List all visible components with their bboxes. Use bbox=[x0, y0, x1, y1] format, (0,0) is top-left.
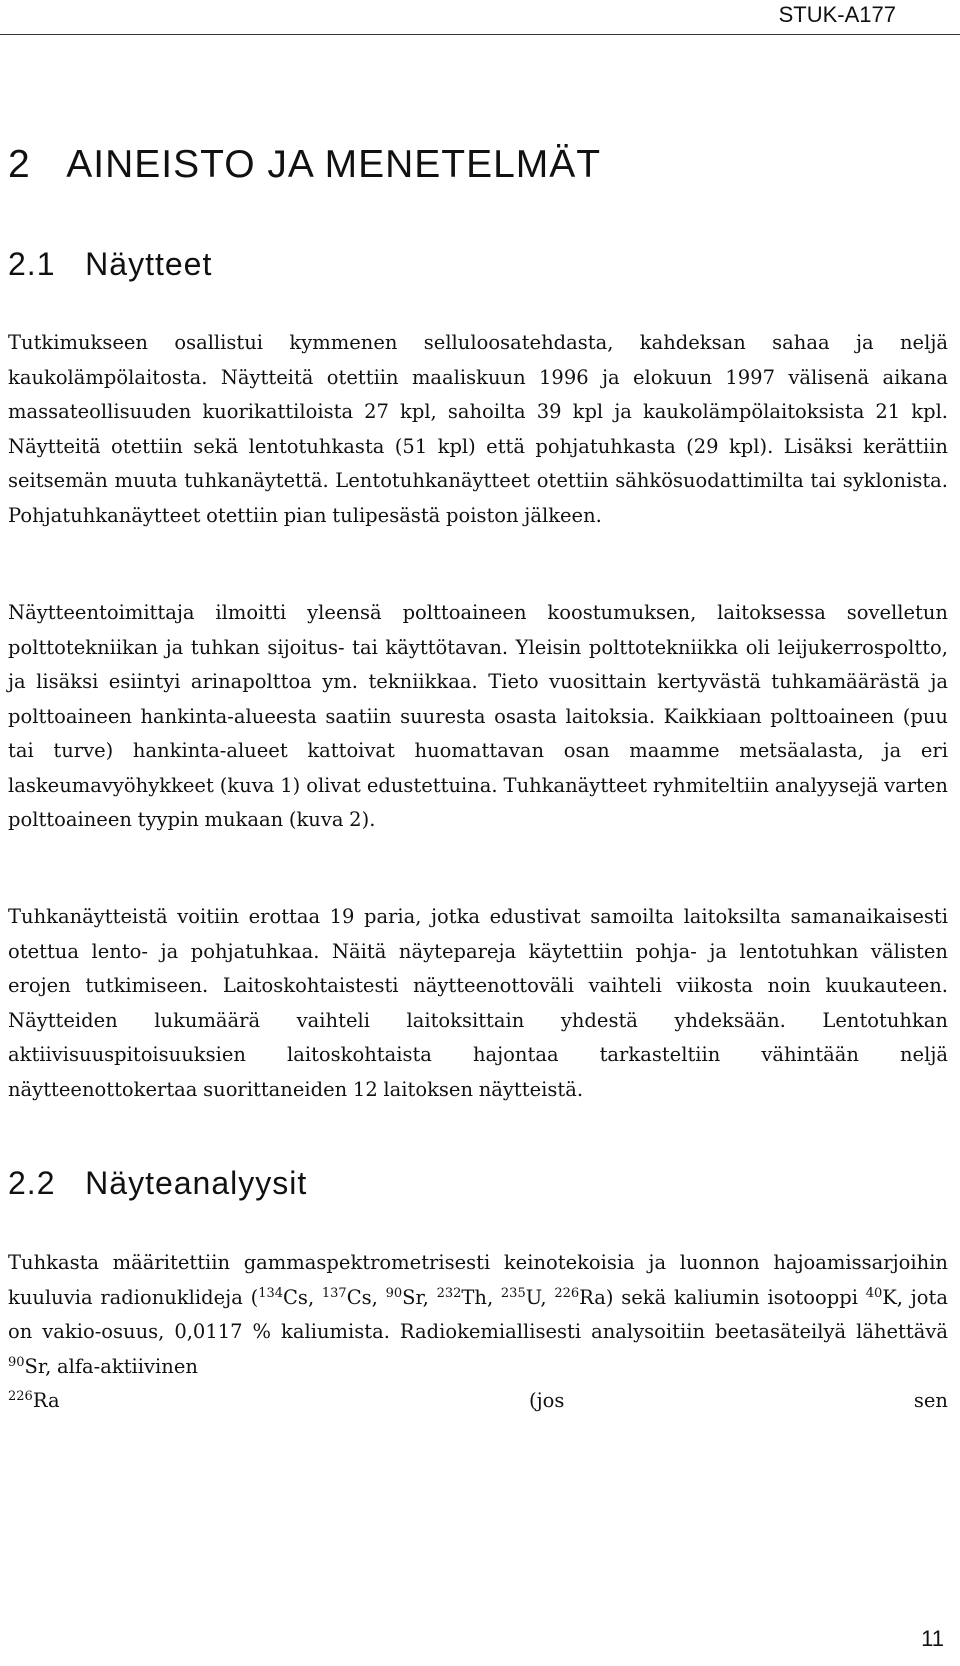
page-number: 11 bbox=[921, 1626, 944, 1651]
text-run: Ra) sekä kaliumin isotooppi bbox=[579, 1285, 866, 1309]
mass-number: 137 bbox=[321, 1285, 347, 1301]
text-run: sen bbox=[913, 1389, 948, 1412]
running-header: STUK-A177 bbox=[778, 2, 896, 27]
paragraph-samples-1: Tutkimukseen osallistui kymmenen selluloosatehdasta, kahdeksan sahaa ja neljä kaukolämpölaitosta. Näytteitä otettiin maaliskuun 1996 ja elokuun 1997 välisenä aikana massateollisuuden kuorikattiloista 27 kpl, sahoilta 39 kpl ja kaukolämpölaitoksista 21 kpl. Näytteitä otettiin sekä lentotuhkasta (51 kpl) että pohjatuhkasta (29 kpl). Lisäksi kerättiin seitsemän muuta tuhkanäytettä. Lentotuhkanäytteet otettiin sähkösuodattimilta tai syklonista. Pohjatuhkanäytteet otettiin pian tulipesästä poiston jälkeen. bbox=[8, 331, 948, 527]
mass-number: 232 bbox=[436, 1285, 462, 1301]
chapter-title: AINEISTO JA MENETELMÄT bbox=[66, 143, 602, 186]
text-run: Sr, bbox=[402, 1285, 437, 1309]
paragraph-samples-2: Näytteentoimittaja ilmoitti yleensä polttoaineen koostumuksen, laitoksessa sovelletun polttotekniikan ja tuhkan sijoitus- tai käyttötavan. Yleisin polttotekniikka oli leijukerrospoltto, ja lisäksi esiintyi arinapolttoa ym. tekniikkaa. Tieto vuosittain kertyvästä tuhkamäärästä ja polttoaineen hankinta-alueesta saatiin suuresta osasta laitoksia. Kaikkiaan polttoaineen (puu tai turve) hankinta-alueet kattoivat huomattavan osan maamme metsäalasta, ja eri laskeumavyöhykkeet (kuva 1) olivat edustettuina. Tuhkanäytteet ryhmiteltiin analyysejä varten polttoaineen tyypin mukaan (kuva 2). bbox=[8, 601, 948, 831]
section-heading-2-1 bbox=[8, 246, 212, 283]
mass-number: 235 bbox=[500, 1285, 526, 1301]
chapter-heading bbox=[8, 143, 601, 187]
section-heading-2-2 bbox=[8, 1165, 307, 1202]
text-run: Cs, bbox=[283, 1285, 322, 1309]
text-run: Sr, alfa-aktiivinen bbox=[24, 1354, 198, 1378]
mass-number: 226 bbox=[8, 1389, 33, 1404]
ra226-label bbox=[8, 1384, 60, 1419]
mass-number: 90 bbox=[8, 1354, 25, 1370]
section-title: Näytteet bbox=[85, 246, 213, 282]
mass-number: 226 bbox=[554, 1285, 580, 1301]
text-run: K, jota on vakio-osuus, 0,0117 % kaliumista. Radiokemiallisesti analysoitiin beetasäteilyä lähettävä bbox=[8, 1285, 948, 1343]
text-run: U, bbox=[525, 1285, 555, 1309]
mass-number: 90 bbox=[385, 1285, 403, 1301]
mass-number: 40 bbox=[865, 1285, 883, 1301]
header-rule bbox=[0, 34, 960, 35]
text-run: Cs, bbox=[346, 1285, 386, 1309]
section-title: Näyteanalyysit bbox=[85, 1165, 308, 1201]
chapter-number: 2 bbox=[8, 143, 31, 186]
text-run: Tuhkasta määritettiin gammaspektrometrisesti keinotekoisia ja luonnon hajoamissarjoihin kuuluvia radionuklideja ( bbox=[8, 1251, 948, 1309]
mass-number: 134 bbox=[258, 1285, 284, 1301]
paragraph-analyses bbox=[8, 1246, 948, 1384]
text-run: (jos bbox=[529, 1389, 565, 1412]
element-symbol: Ra bbox=[32, 1389, 60, 1412]
paragraph-analyses-last-line bbox=[8, 1384, 948, 1419]
section-number: 2.1 bbox=[8, 246, 56, 282]
text-run: Th, bbox=[461, 1285, 501, 1309]
section-number: 2.2 bbox=[8, 1165, 56, 1201]
paragraph-samples-3: Tuhkanäytteistä voitiin erottaa 19 paria, jotka edustivat samoilta laitoksilta samanaikaisesti otettua lento- ja pohjatuhkaa. Näitä näytepareja käytettiin pohja- ja lentotuhkan välisten erojen tutkimiseen. Laitoskohtaistesti näytteenottoväli vaihteli viikosta noin kuukauteen. Näytteiden lukumäärä vaihteli laitoksittain yhdestä yhdeksään. Lentotuhkan aktiivisuuspitoisuuksien laitoskohtaista hajontaa tarkasteltiin vähintään neljä näytteenottokertaa suorittaneiden 12 laitoksen näytteistä. bbox=[8, 905, 948, 1101]
